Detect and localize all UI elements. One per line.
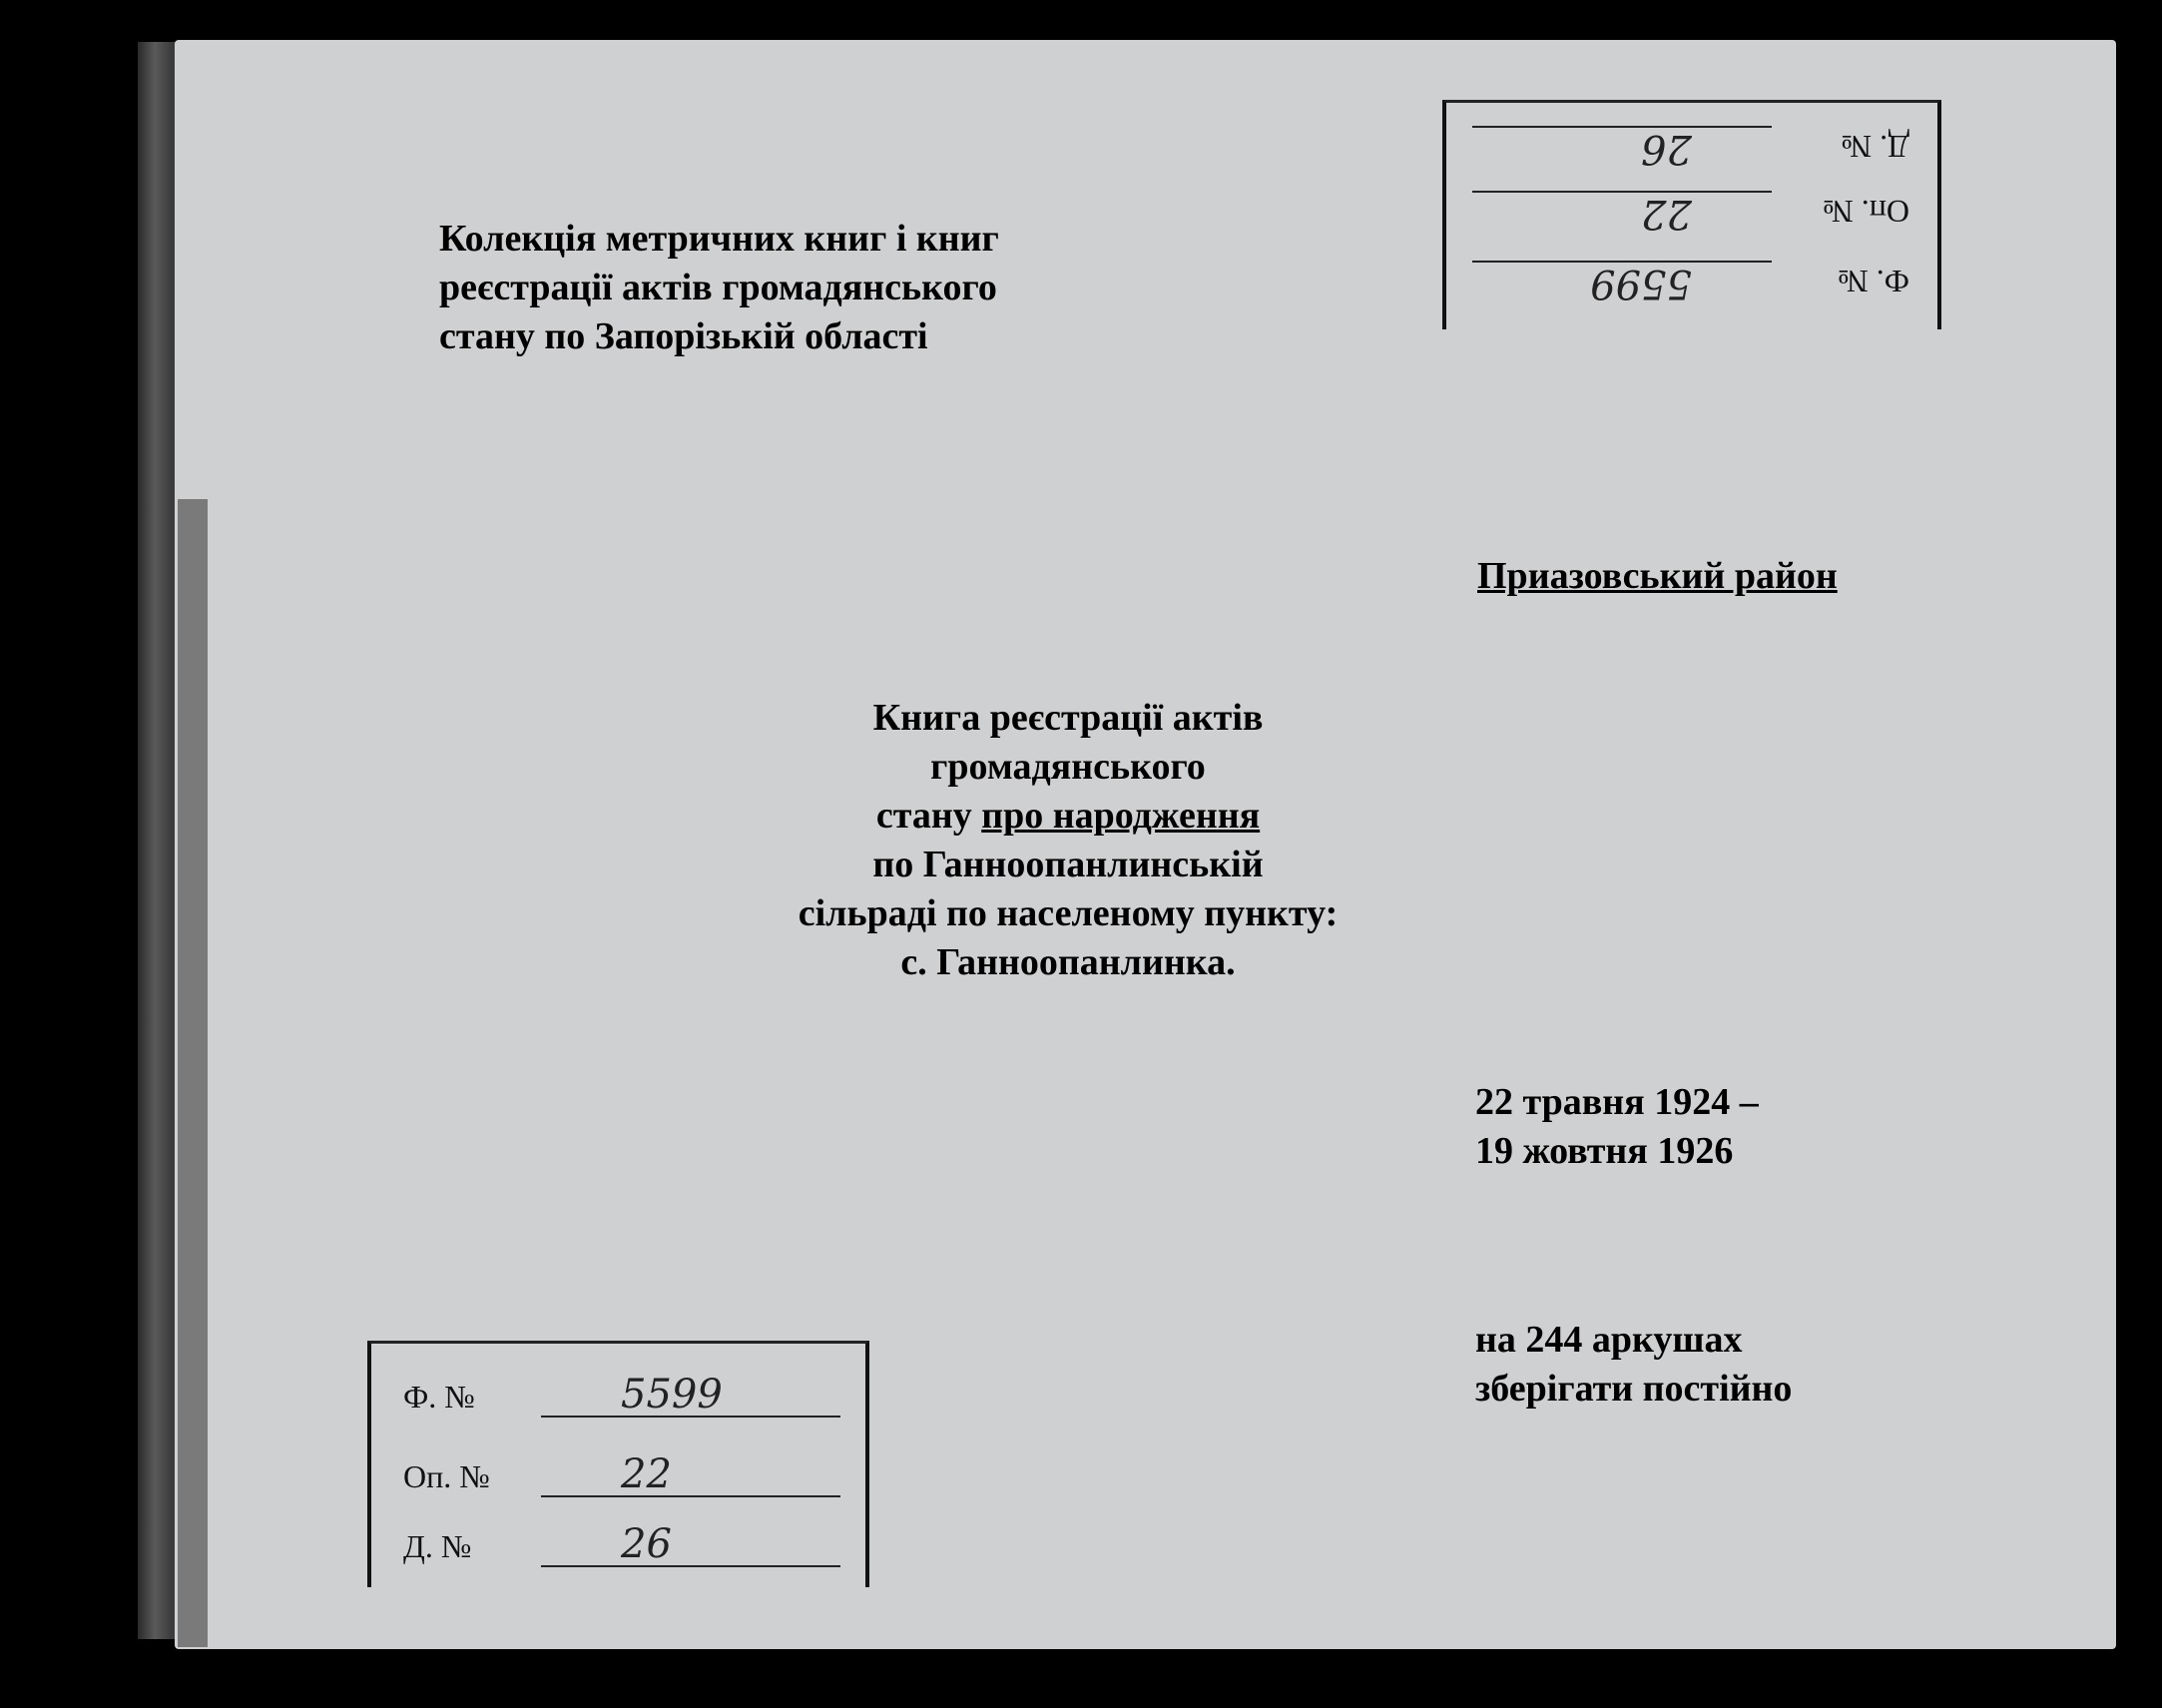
book-title-underlined: про народження: [981, 795, 1261, 837]
stamp-label: Оп. №: [403, 1458, 490, 1494]
sheet-count-line: на 244 аркушах: [1475, 1319, 1743, 1361]
date-start: 22 травня 1924 –: [1475, 1081, 1759, 1123]
sheet-count: [1475, 1316, 1792, 1414]
district-title: Приазовський район: [1477, 555, 1838, 597]
stamp-label: Д. №: [1841, 129, 1909, 165]
stamp-row-opys: [391, 1443, 860, 1503]
book-title-prefix: стану: [875, 795, 982, 837]
date-range: [1475, 1078, 1759, 1176]
stamp-row-sprava: [1452, 120, 1921, 180]
stamp-label: Оп. №: [1823, 194, 1909, 230]
stamp-line: [541, 1565, 840, 1567]
stamp-value: 26: [1641, 126, 1692, 172]
stamp-value: 22: [1641, 191, 1692, 237]
collection-title-line: реєстрації актів громадянського: [439, 267, 997, 308]
stamp-row-fond: [391, 1364, 860, 1423]
book-title-line: с. Ганноопанлинка.: [900, 941, 1236, 983]
stamp-label: Ф. №: [1838, 264, 1909, 299]
stamp-row-opys: [1452, 185, 1921, 245]
stamp-line: [1472, 191, 1772, 193]
book-title-line: Книга реєстрації актів громадянського: [872, 697, 1264, 788]
retention-line: зберігати постійно: [1475, 1368, 1793, 1410]
stamp-line: [1472, 126, 1772, 128]
stamp-label: Ф. №: [403, 1379, 475, 1415]
stamp-line: [541, 1495, 840, 1497]
archive-stamp-bottom: [367, 1341, 869, 1587]
stamp-value: 22: [621, 1451, 672, 1497]
book-title: [739, 694, 1397, 987]
collection-title-line: стану по Запорізькій області: [439, 315, 928, 357]
stamp-label: Д. №: [403, 1528, 472, 1564]
collection-title-line: Колекція метричних книг і книг: [439, 218, 999, 260]
book-title-line: [739, 792, 1397, 841]
stamp-row-sprava: [391, 1513, 860, 1573]
archive-stamp-top: [1442, 100, 1941, 329]
book-title-line: сільраді по населеному пункту:: [798, 892, 1339, 934]
stamp-row-fond: [1452, 255, 1921, 314]
collection-title: [439, 215, 999, 361]
stamp-value: 5599: [621, 1372, 723, 1418]
stamp-value: 5599: [1590, 261, 1692, 306]
date-end: 19 жовтня 1926: [1475, 1130, 1734, 1172]
book-title-line: по Ганноопанлинській: [872, 844, 1264, 885]
stamp-value: 26: [621, 1521, 672, 1567]
spine-edge: [178, 499, 208, 1647]
